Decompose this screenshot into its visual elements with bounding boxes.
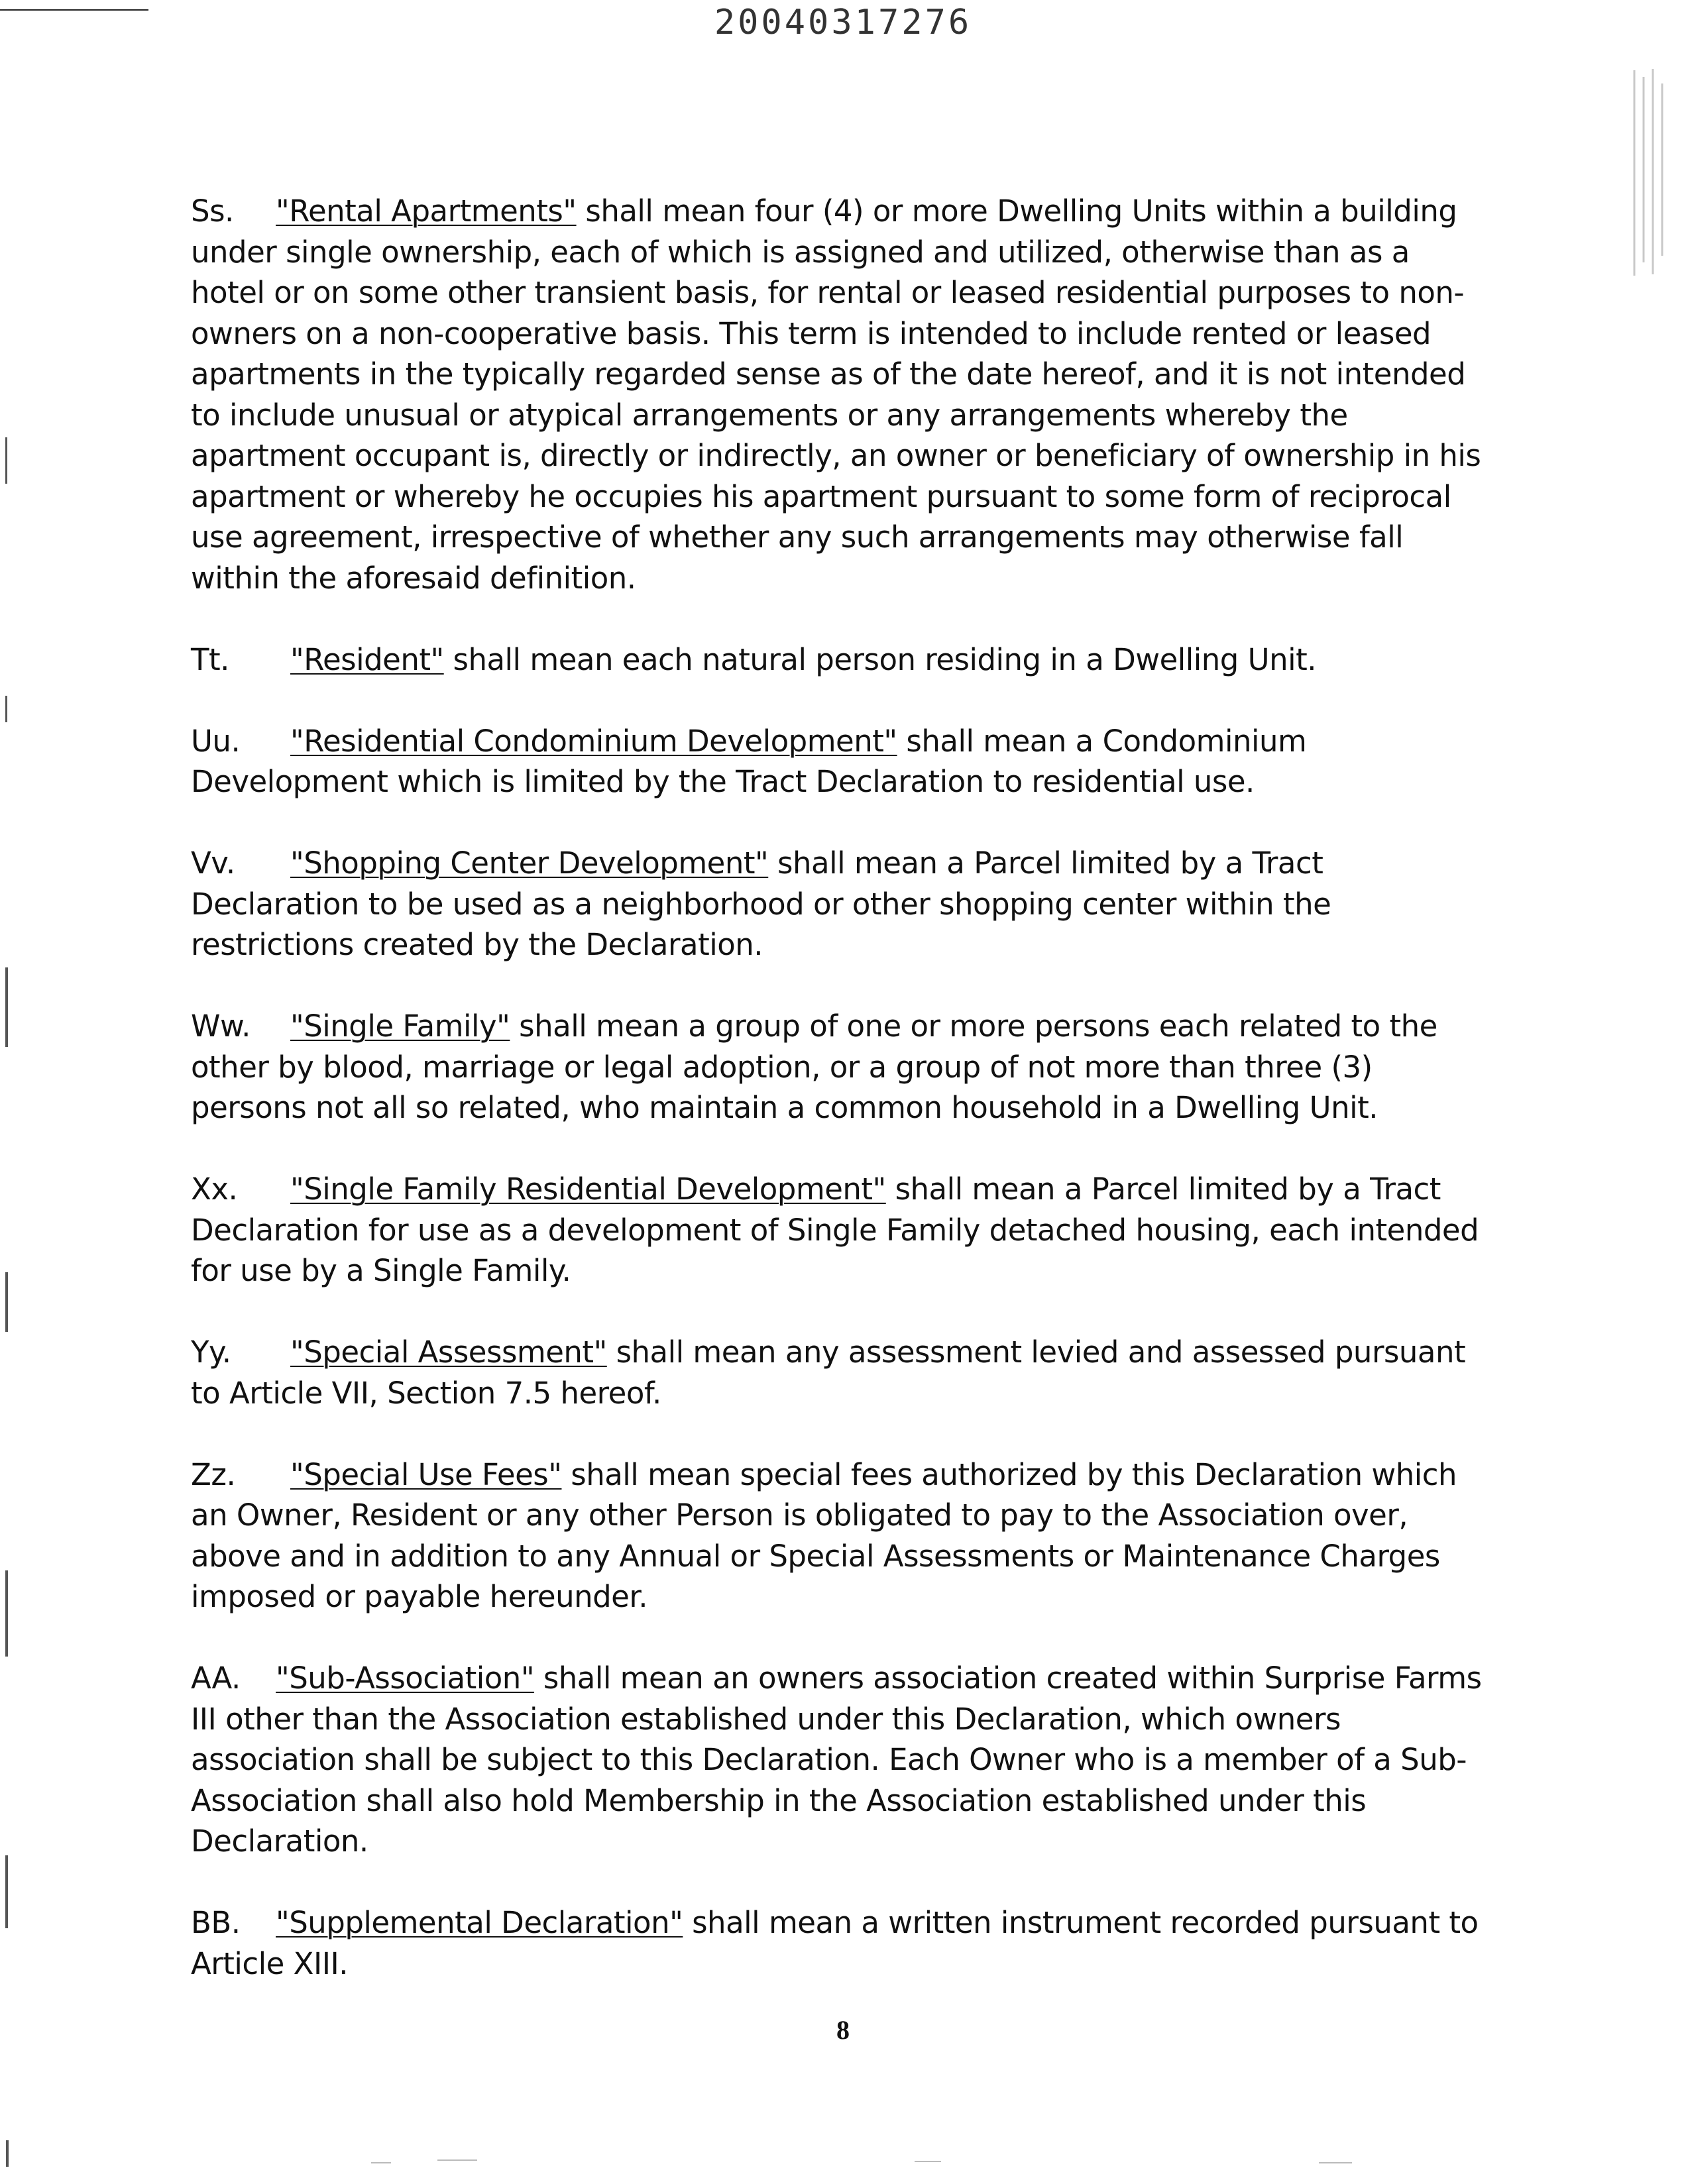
definition-text: shall mean each natural person residing in a Dwelling Unit. (443, 641, 1317, 677)
margin-stamp (1628, 64, 1673, 282)
definition-term: "Special Assessment" (290, 1335, 607, 1370)
definition-term: "Special Use Fees" (290, 1456, 562, 1492)
definition-text: shall mean special fees authorized by this Declaration which an Owner, Resident or any other Person is obligated to pay to the Association over, above and in addition to any Annual or Special Assessments or Maintenance Charges imposed or payable hereunder. (191, 1456, 1457, 1614)
definition-letter: Tt. (191, 641, 229, 677)
definition-text: shall mean a Condominium Development which is limited by the Tract Declaration to residential use. (191, 723, 1307, 799)
definition-letter: Yy. (191, 1335, 231, 1370)
definition-tt (191, 639, 1483, 681)
definition-ss (191, 191, 1483, 598)
definition-letter: AA. (191, 1661, 241, 1696)
definition-letter: Ww. (191, 1009, 251, 1044)
definition-xx (191, 1169, 1483, 1291)
scan-bottom-noise (0, 2154, 1686, 2173)
page-number: 8 (836, 2015, 850, 2045)
definition-letter: Vv. (191, 846, 235, 881)
definition-uu (191, 721, 1483, 802)
definition-ww (191, 1006, 1483, 1128)
recording-number: 20040317276 (714, 3, 972, 42)
definition-text: shall mean an owners association created within Surprise Farms III other than the Association established under this Declaration, which owners association shall be subject to this Declaration. Each Owner who is a member of a Sub-Association shall also hold Membership in the Association established under this Declaration. (191, 1661, 1482, 1859)
definition-term: "Supplemental Declaration" (276, 1905, 683, 1940)
definition-term: "Single Family Residential Development" (290, 1172, 886, 1207)
definition-term: "Resident" (290, 641, 444, 677)
definition-term: "Shopping Center Development" (290, 846, 769, 881)
definition-text: shall mean a group of one or more persons each related to the other by blood, marriage or legal adoption, or a group of not more than three (3) persons not all so related, who maintain a common household in a Dwelling Unit. (191, 1009, 1437, 1125)
definition-text: shall mean a Parcel limited by a Tract Declaration to be used as a neighborhood or other shopping center within the restrictions created by the Declaration. (191, 846, 1331, 962)
definition-term: "Sub-Association" (276, 1661, 535, 1696)
definition-letter: Ss. (191, 193, 234, 229)
definition-text: shall mean a written instrument recorded pursuant to Article XIII. (191, 1905, 1479, 1981)
definitions-list (191, 191, 1483, 2025)
definition-term: "Single Family" (290, 1009, 510, 1044)
definition-term: "Rental Apartments" (276, 193, 577, 229)
scan-edge-marks (4, 80, 13, 2167)
definition-yy (191, 1332, 1483, 1413)
definition-text: shall mean any assessment levied and assessed pursuant to Article VII, Section 7.5 hereof. (191, 1335, 1466, 1411)
definition-text: shall mean four (4) or more Dwelling Units within a building under single ownership, each of which is assigned and utilized, otherwise than as a hotel or on some other transient basis, for rental or leased residential purposes to non-owners on a non-cooperative basis. This term is intended to include rented or leased apartments in the typically regarded sense as of the date hereof, and it is not intended to include unusual or atypical arrangements or any arrangements whereby the apartment occupant is, directly or indirectly, an owner or beneficiary of ownership in his apartment or whereby he occupies his apartment pursuant to some form of reciprocal use agreement, irrespective of whether any such arrangements may otherwise fall within the aforesaid definition. (191, 193, 1481, 596)
definition-letter: Uu. (191, 723, 241, 759)
definition-letter: Xx. (191, 1172, 238, 1207)
definition-aa (191, 1658, 1483, 1862)
definition-text: shall mean a Parcel limited by a Tract Declaration for use as a development of Single Family detached housing, each intended for use by a Single Family. (191, 1172, 1479, 1288)
definition-letter: BB. (191, 1905, 241, 1940)
definition-term: "Residential Condominium Development" (290, 723, 897, 759)
definition-bb (191, 1902, 1483, 1984)
definition-vv (191, 843, 1483, 965)
definition-zz (191, 1454, 1483, 1617)
definition-letter: Zz. (191, 1456, 236, 1492)
